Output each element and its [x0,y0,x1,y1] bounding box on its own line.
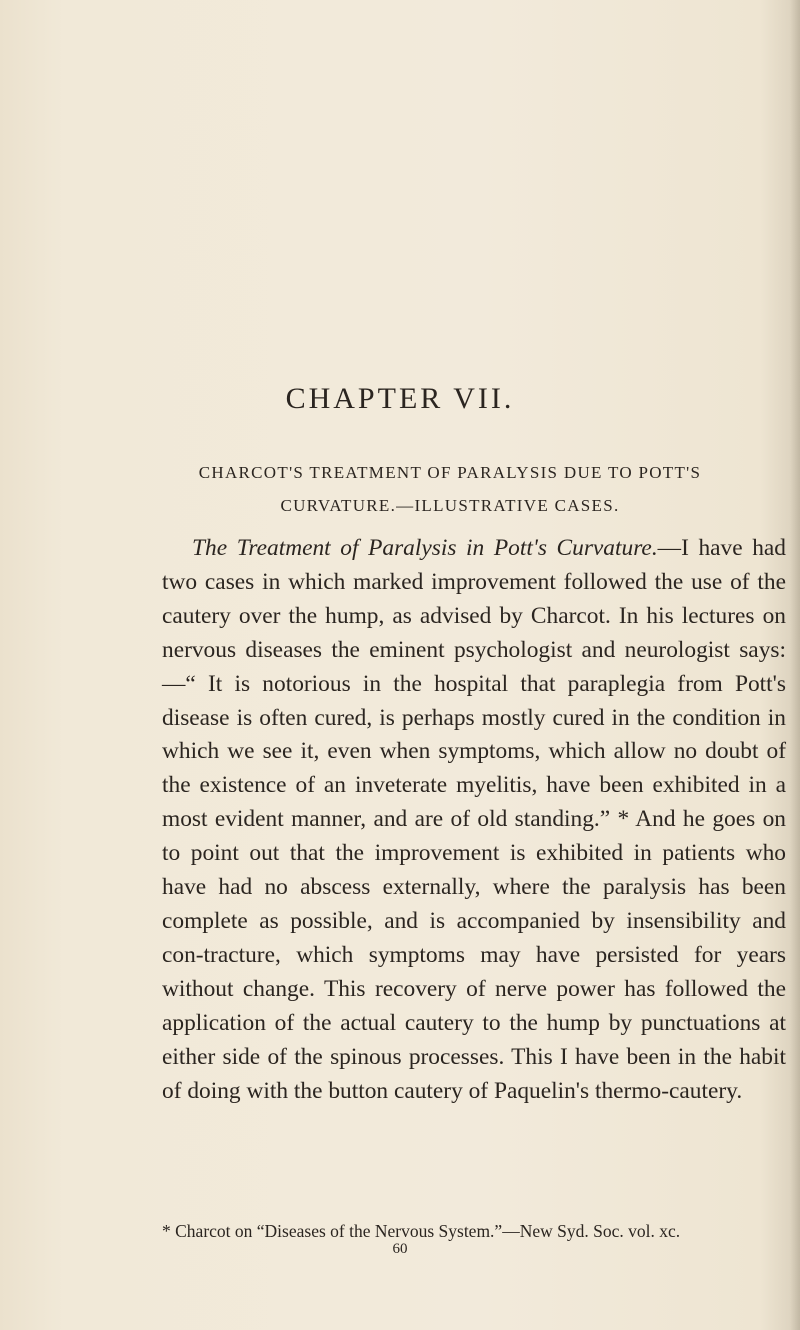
chapter-title: CHAPTER VII. [285,382,515,415]
body-paragraph [162,532,786,1108]
chapter-subtitle: CHARCOT'S TREATMENT OF PARALYSIS DUE TO POTT'S CURVATURE.—ILLUSTRATIVE CASES. [198,463,702,515]
footnote: * Charcot on “Diseases of the Nervous System.”—New Syd. Soc. vol. xc. [162,1221,681,1241]
paragraph-text: —I have had two cases in which marked improvement followed the use of the cautery over the hump, as advised by Charcot. In his lectures on nervous diseases the eminent psychologist and neurologist says:—“ It is notorious in the hospital that paraplegia from Pott's disease is often cured, is perhaps mostly cured in the condition in which we see it, even when symptoms, which allow no doubt of the existence of an inveterate myelitis, have been exhibited in a most evident manner, and are of old standing.” * And he goes on to point out that the improvement is exhibited in patients who have had no abscess externally, where the paralysis has been complete as possible, and is accompanied by insensibility and con-tracture, which symptoms may have persisted for years without change. This recovery of nerve power has followed the application of the actual cautery to the hump by punctuations at either side of the spinous processes. This I have been in the habit of doing with the button cautery of Paquelin's thermo-cautery. [162,535,786,1104]
page-number: 60 [392,1241,408,1257]
section-heading: The Treatment of Paralysis in Pott's Curvature. [192,535,658,561]
page-edge-shadow [790,0,800,1330]
